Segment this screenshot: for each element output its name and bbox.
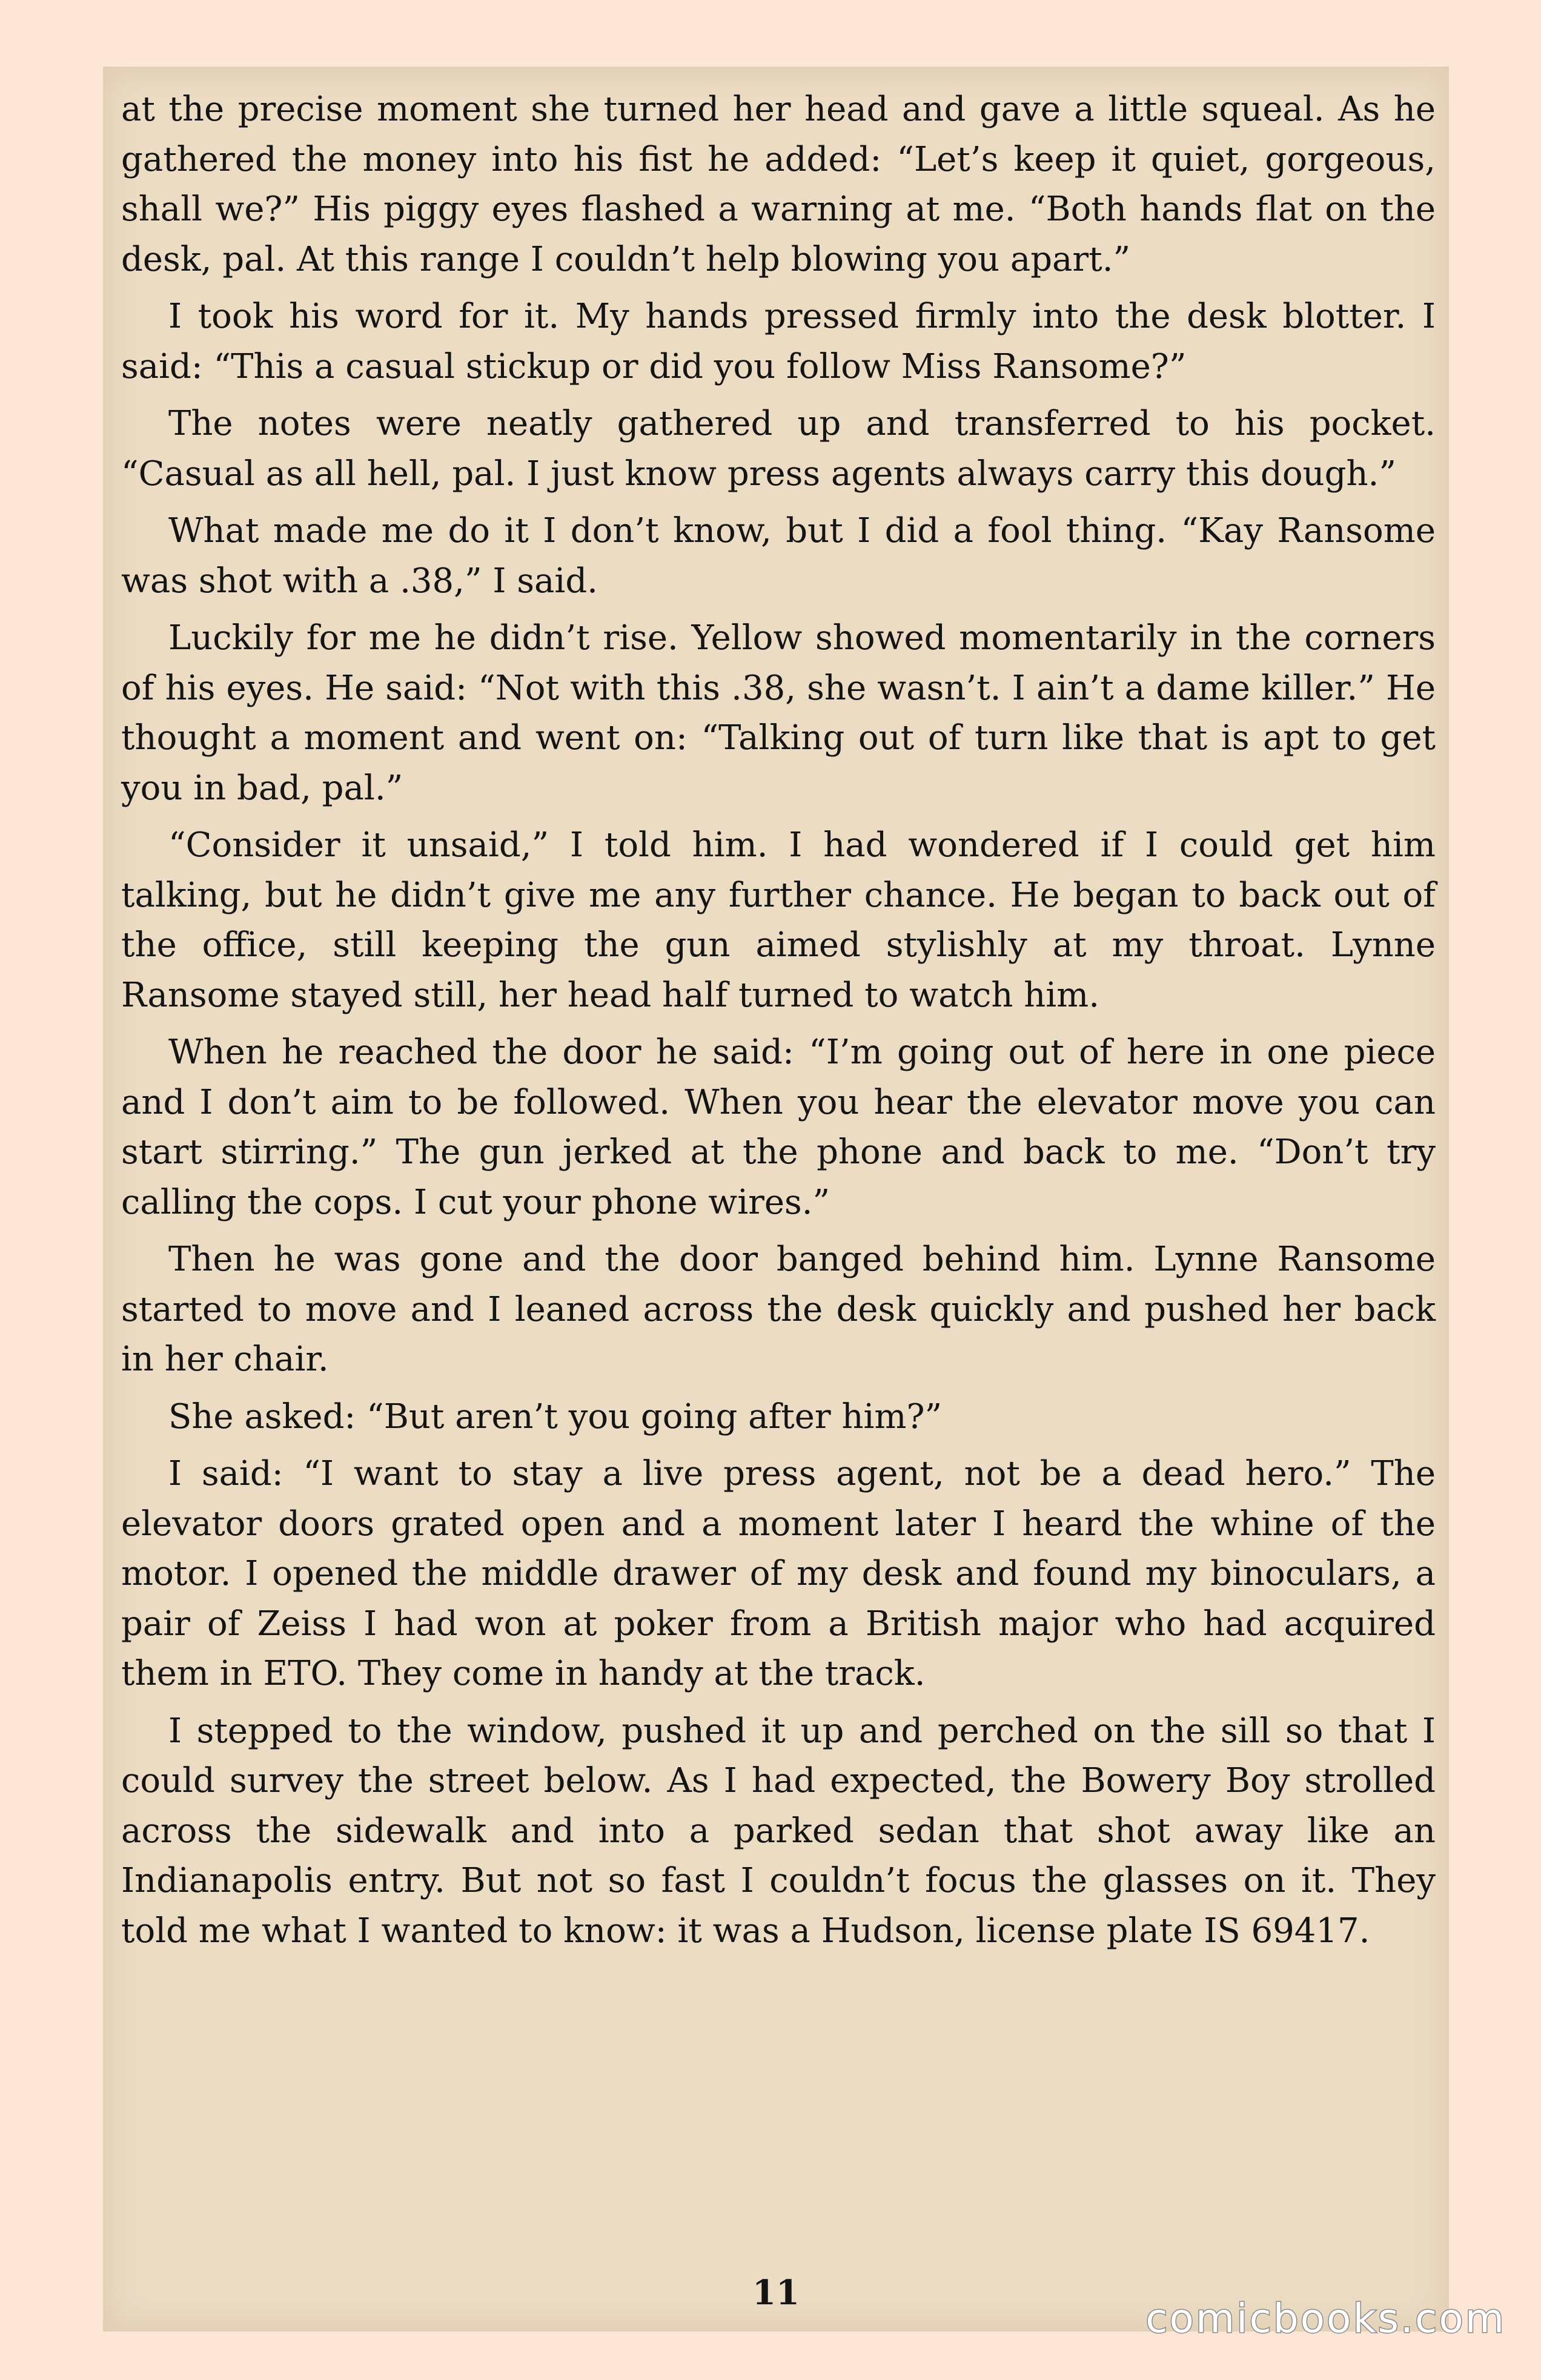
- paragraph: What made me do it I don’t know, but I did a fool thing. “Kay Ransome was shot with a .38,” I said.: [121, 511, 1436, 601]
- paragraph: I stepped to the window, pushed it up and perched on the sill so that I could survey the street below. As I had expected, the Bowery Boy strolled across the sidewalk and into a parked sedan that shot away like an Indianapolis entry. But not so fast I couldn’t focus the glasses on it. They told me what I wanted to know: it was a Hudson, license plate IS 69417.: [121, 1711, 1436, 1951]
- paragraph: Then he was gone and the door banged behind him. Lynne Ransome started to move and I leaned across the desk quickly and pushed her back in her chair.: [121, 1240, 1436, 1379]
- paragraph: I took his word for it. My hands pressed firmly into the desk blotter. I said: “This a casual stickup or did you follow Miss Ransome?”: [121, 297, 1436, 386]
- paragraph: at the precise moment she turned her head and gave a little squeal. As he gathered the money into his fist he added: “Let’s keep it quiet, gorgeous, shall we?” His piggy eyes flashed a warning at me. “Both hands flat on the desk, pal. At this range I couldn’t help blowing you apart.”: [121, 90, 1436, 279]
- book-page: [103, 67, 1449, 2332]
- paragraph: Luckily for me he didn’t rise. Yellow showed momentarily in the corners of his eyes. He said: “Not with this .38, she wasn’t. I ain’t a dame killer.” He thought a moment and went on: “Talking out of turn like that is apt to get you in bad, pal.”: [121, 618, 1436, 808]
- paragraph: The notes were neatly gathered up and transferred to his pocket. “Casual as all hell, pal. I just know press agents always carry this dough.”: [121, 404, 1436, 494]
- body-text: [121, 85, 1436, 1963]
- paragraph: She asked: “But aren’t you going after him?”: [168, 1397, 943, 1436]
- paragraph: When he reached the door he said: “I’m going out of here in one piece and I don’t aim to be followed. When you hear the elevator move you can start stirring.” The gun jerked at the phone and back to me. “Don’t try calling the cops. I cut your phone wires.”: [121, 1033, 1436, 1222]
- page-number: 11: [752, 2273, 800, 2313]
- paragraph: “Consider it unsaid,” I told him. I had wondered if I could get him talking, but he didn’t give me any further chance. He began to back out of the office, still keeping the gun aimed stylishly at my throat. Lynne Ransome stayed still, her head half turned to watch him.: [121, 825, 1436, 1015]
- watermark: comicbooks.com: [1145, 2295, 1506, 2342]
- paragraph: I said: “I want to stay a live press agent, not be a dead hero.” The elevator doors grated open and a moment later I heard the whine of the motor. I opened the middle drawer of my desk and found my binoculars, a pair of Zeiss I had won at poker from a British major who had acquired them in ETO. They come in handy at the track.: [121, 1454, 1436, 1693]
